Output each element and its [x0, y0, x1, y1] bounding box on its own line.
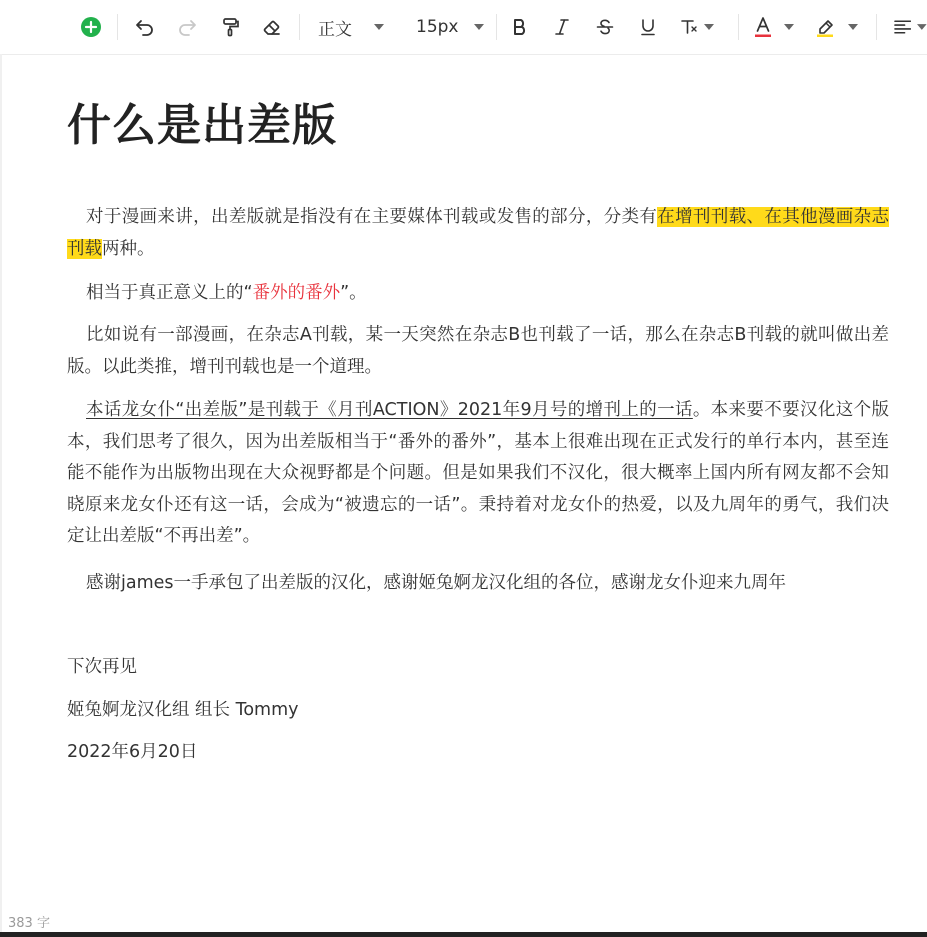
- chevron-down-icon: [704, 24, 714, 30]
- highlight-icon: [816, 16, 836, 38]
- toolbar-divider: [299, 14, 300, 40]
- font-color-icon: [754, 16, 772, 38]
- more-text-style-icon: [680, 18, 698, 36]
- paragraph-text: ”。: [340, 283, 367, 303]
- chevron-down-icon: [374, 24, 384, 30]
- chevron-down-icon: [474, 24, 484, 30]
- paragraph-text: 相当于真正意义上的“: [86, 283, 253, 303]
- signature-line[interactable]: 姬兔婀龙汉化组 组长 Tommy: [67, 700, 299, 720]
- format-painter-icon: [222, 17, 240, 37]
- toolbar-divider: [117, 14, 118, 40]
- plus-circle-icon: [80, 16, 102, 38]
- toolbar-divider: [496, 14, 497, 40]
- editor-toolbar: [0, 0, 927, 55]
- paragraph-text: 两种。: [102, 238, 155, 259]
- paragraph-style-select[interactable]: [318, 11, 394, 43]
- chevron-down-icon: [848, 24, 858, 30]
- undo-icon: [135, 18, 155, 36]
- highlight-color-select[interactable]: [816, 11, 860, 43]
- format-painter-button[interactable]: [218, 11, 244, 43]
- document-title[interactable]: 什么是出差版: [67, 100, 337, 151]
- paragraph-text: 对于漫画来讲，出差版就是指没有在主要媒体刊载或发售的部分，分类有: [86, 207, 658, 227]
- editor-left-border: [0, 54, 2, 934]
- underline-icon: [640, 18, 656, 36]
- paragraph[interactable]: [67, 395, 889, 553]
- italic-icon: [554, 18, 570, 36]
- closing-line[interactable]: 下次再见: [67, 657, 137, 677]
- font-color-select[interactable]: [754, 11, 798, 43]
- align-left-icon: [894, 19, 911, 35]
- bold-button[interactable]: [508, 11, 532, 43]
- paragraph-text: 。本来要不要汉化这个版本，我们思考了很久，因为出差版相当于“番外的番外”，基本上很难出现在正式发行的单行本内，甚至连能不能作为出版物出现在大众视野都是个问题。但是如果我们不汉化，很大概率上国内所有网友都不会知晓原来龙女仆还有这一话，会成为“被遗忘的一话”。秉持着对龙女仆的热爱，以及九周年的勇气，我们决定让出差版“不再出差”。: [67, 400, 889, 546]
- font-size-value: 15px: [416, 17, 459, 37]
- toolbar-divider: [876, 14, 877, 40]
- bottom-scrollbar: [0, 932, 927, 937]
- chevron-down-icon: [917, 24, 927, 30]
- word-count: 383 字: [8, 916, 50, 931]
- paragraph[interactable]: [67, 278, 889, 310]
- red-text: 番外的番外: [252, 283, 341, 303]
- paragraph[interactable]: 感谢james一手承包了出差版的汉化，感谢姬兔婀龙汉化组的各位，感谢龙女仆迎来九周年: [86, 573, 787, 593]
- strikethrough-button[interactable]: [593, 11, 617, 43]
- bold-icon: [512, 18, 528, 36]
- paragraph[interactable]: [67, 202, 889, 265]
- underlined-text: 本话龙女仆“出差版”是刊载于《月刊ACTION》2021年9月号的增刊上的一话: [86, 400, 693, 420]
- underline-button[interactable]: [636, 11, 660, 43]
- paragraph[interactable]: 比如说有一部漫画，在杂志A刊载，某一天突然在杂志B也刊载了一话，那么在杂志B刊载的就叫做出差版。以此类推，增刊刊载也是一个道理。: [67, 325, 889, 377]
- chevron-down-icon: [784, 24, 794, 30]
- align-select[interactable]: [894, 11, 927, 43]
- highlighted-text: 在增刊刊载、在其他漫画杂志刊载: [67, 207, 890, 259]
- clear-format-button[interactable]: [259, 11, 285, 43]
- eraser-icon: [262, 18, 282, 36]
- more-text-style-select[interactable]: [680, 11, 722, 43]
- italic-button[interactable]: [550, 11, 574, 43]
- paragraph-style-value: 正文: [318, 19, 352, 40]
- undo-button[interactable]: [132, 11, 158, 43]
- date-line[interactable]: 2022年6月20日: [67, 742, 198, 762]
- insert-button[interactable]: [78, 11, 104, 43]
- redo-button[interactable]: [174, 11, 200, 43]
- strikethrough-icon: [596, 18, 614, 36]
- font-size-select[interactable]: [416, 11, 488, 43]
- toolbar-divider: [738, 14, 739, 40]
- redo-icon: [177, 18, 197, 36]
